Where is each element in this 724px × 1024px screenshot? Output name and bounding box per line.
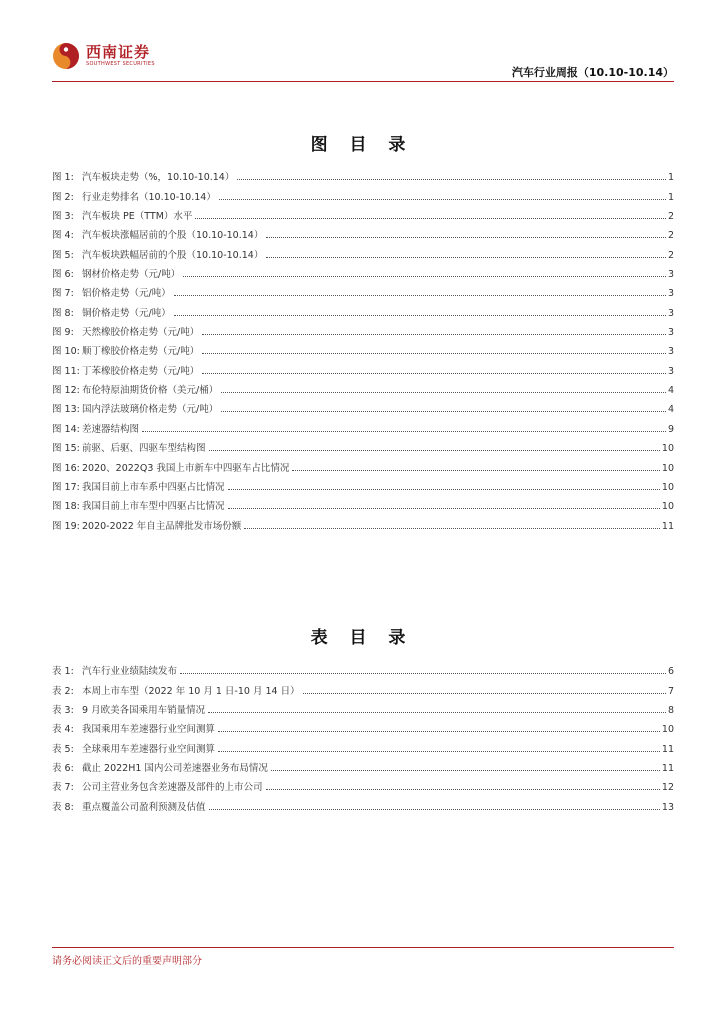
toc-entry-text: 丁苯橡胶价格走势（元/吨） <box>82 365 200 377</box>
toc-leader-dots <box>142 430 666 432</box>
toc-entry-text: 布伦特原油期货价格（美元/桶） <box>82 385 219 397</box>
toc-entry-page: 9 <box>667 423 674 435</box>
toc-leader-dots <box>174 294 666 296</box>
toc-entry[interactable] <box>52 677 674 696</box>
toc-entry-label <box>52 702 205 716</box>
toc-entry-text: 截止 2022H1 国内公司差速器业务布局情况 <box>82 763 268 775</box>
toc-leader-dots <box>174 314 666 316</box>
toc-entry-number: 图 18: <box>52 501 80 513</box>
toc-entry[interactable] <box>52 377 674 396</box>
toc-leader-dots <box>202 372 666 374</box>
toc-entry[interactable] <box>52 755 674 774</box>
toc-entry-text: 汽车板块涨幅居前的个股（10.10-10.14） <box>82 230 264 242</box>
toc-entry-text: 铝价格走势（元/吨） <box>82 288 171 300</box>
report-title: 汽车行业周报（10.10-10.14） <box>511 66 674 79</box>
toc-entry-number: 图 6: <box>52 269 74 281</box>
toc-entry-page: 13 <box>661 801 674 813</box>
toc-entry[interactable] <box>52 415 674 434</box>
toc-entry[interactable] <box>52 774 674 793</box>
toc-entry[interactable] <box>52 512 674 531</box>
logo-emblem-icon <box>52 42 80 70</box>
toc-entry-text: 国内浮法玻璃价格走势（元/吨） <box>82 404 219 416</box>
toc-entry[interactable] <box>52 222 674 241</box>
toc-entry-label <box>52 421 139 435</box>
toc-entry-label <box>52 721 215 735</box>
toc-entry[interactable] <box>52 396 674 415</box>
toc-entry-text: 汽车板块走势（%，10.10-10.14） <box>82 172 235 184</box>
toc-leader-dots <box>202 352 666 354</box>
toc-entry-text: 本周上市车型（2022 年 10 月 1 日-10 月 14 日） <box>82 685 300 697</box>
toc-entry-label <box>52 498 225 512</box>
toc-entry-label <box>52 169 234 183</box>
toc-entry-number: 图 5: <box>52 249 74 261</box>
toc-entry-number: 表 7: <box>52 782 74 794</box>
toc-entry-label <box>52 285 171 299</box>
toc-entry-number: 图 3: <box>52 211 74 223</box>
toc-entry-page: 1 <box>667 191 674 203</box>
toc-leader-dots <box>303 692 666 694</box>
toc-leader-dots <box>218 750 660 752</box>
page-header <box>52 42 674 82</box>
toc-leader-dots <box>271 769 660 771</box>
toc-leader-dots <box>221 391 666 393</box>
toc-entry-page: 11 <box>661 763 674 775</box>
toc-entry[interactable] <box>52 716 674 735</box>
toc-entry-text: 铜价格走势（元/吨） <box>82 307 171 319</box>
toc-entry-number: 图 14: <box>52 423 80 435</box>
toc-entry-label <box>52 440 206 454</box>
toc-entry-text: 9 月欧美各国乘用车销量情况 <box>82 705 206 717</box>
toc-entry[interactable] <box>52 261 674 280</box>
toc-leader-dots <box>208 711 666 713</box>
toc-entry-number: 图 1: <box>52 172 74 184</box>
toc-entry-label <box>52 663 177 677</box>
toc-entry[interactable] <box>52 203 674 222</box>
toc-entry-text: 汽车板块 PE（TTM）水平 <box>82 211 193 223</box>
toc-entry[interactable] <box>52 319 674 338</box>
toc-entry-page: 2 <box>667 211 674 223</box>
toc-entry-page: 11 <box>661 520 674 532</box>
toc-entry-page: 3 <box>667 307 674 319</box>
toc-entry-number: 图 4: <box>52 230 74 242</box>
toc-entry[interactable] <box>52 697 674 716</box>
toc-entry-text: 天然橡胶价格走势（元/吨） <box>82 327 200 339</box>
toc-entry-text: 2020-2022 年自主品牌批发市场份额 <box>82 520 242 532</box>
toc-entry-text: 行业走势排名（10.10-10.14） <box>82 191 216 203</box>
toc-leader-dots <box>266 256 666 258</box>
figures-toc-title: 图 目 录 <box>310 135 414 155</box>
toc-entry-text: 2020、2022Q3 我国上市新车中四驱车占比情况 <box>82 462 290 474</box>
toc-entry-number: 图 9: <box>52 327 74 339</box>
toc-entry-text: 汽车板块跌幅居前的个股（10.10-10.14） <box>82 249 264 261</box>
toc-entry-page: 2 <box>667 249 674 261</box>
toc-entry[interactable] <box>52 338 674 357</box>
toc-entry-label <box>52 363 199 377</box>
toc-entry-page: 8 <box>667 705 674 717</box>
toc-entry-number: 图 7: <box>52 288 74 300</box>
toc-entry-label <box>52 189 216 203</box>
toc-entry-text: 我国目前上市车型中四驱占比情况 <box>82 501 225 513</box>
toc-entry[interactable] <box>52 493 674 512</box>
toc-leader-dots <box>209 449 660 451</box>
toc-entry[interactable] <box>52 474 674 493</box>
toc-entry-number: 图 15: <box>52 443 80 455</box>
toc-entry[interactable] <box>52 357 674 376</box>
toc-entry-number: 表 4: <box>52 724 74 736</box>
toc-entry-number: 表 2: <box>52 685 74 697</box>
toc-entry-label <box>52 266 180 280</box>
toc-entry-label <box>52 382 218 396</box>
toc-entry-label <box>52 760 268 774</box>
toc-entry[interactable] <box>52 435 674 454</box>
toc-entry[interactable] <box>52 793 674 812</box>
toc-entry-number: 表 8: <box>52 801 74 813</box>
company-logo <box>52 42 155 70</box>
logo-name-en: SOUTHWEST SECURITIES <box>86 61 155 67</box>
toc-entry-page: 4 <box>667 404 674 416</box>
toc-entry-number: 图 13: <box>52 404 80 416</box>
toc-entry-number: 表 5: <box>52 743 74 755</box>
toc-entry-page: 7 <box>667 685 674 697</box>
toc-leader-dots <box>219 198 666 200</box>
toc-entry[interactable] <box>52 183 674 202</box>
toc-leader-dots <box>221 410 666 412</box>
figures-toc-list <box>52 164 674 532</box>
toc-entry-page: 3 <box>667 269 674 281</box>
header-divider <box>52 81 674 82</box>
toc-leader-dots <box>180 672 666 674</box>
toc-entry-label <box>52 741 215 755</box>
toc-entry-label <box>52 683 300 697</box>
toc-entry[interactable] <box>52 164 674 183</box>
toc-entry-number: 图 19: <box>52 520 80 532</box>
toc-entry-number: 表 1: <box>52 666 74 678</box>
toc-leader-dots <box>195 217 666 219</box>
toc-entry-number: 图 8: <box>52 307 74 319</box>
toc-entry[interactable] <box>52 658 674 677</box>
toc-entry-page: 6 <box>667 666 674 678</box>
toc-entry-text: 前驱、后驱、四驱车型结构图 <box>82 443 206 455</box>
toc-entry-label <box>52 208 192 222</box>
toc-entry[interactable] <box>52 735 674 754</box>
toc-leader-dots <box>292 469 660 471</box>
toc-entry-number: 表 6: <box>52 763 74 775</box>
toc-entry-label <box>52 324 199 338</box>
toc-entry-page: 3 <box>667 327 674 339</box>
toc-entry-text: 我国乘用车差速器行业空间测算 <box>82 724 216 736</box>
toc-leader-dots <box>244 527 660 529</box>
footer-disclaimer: 请务必阅读正文后的重要声明部分 <box>52 956 202 967</box>
toc-leader-dots <box>218 730 660 732</box>
toc-entry-label <box>52 343 199 357</box>
toc-leader-dots <box>266 788 660 790</box>
toc-entry[interactable] <box>52 241 674 260</box>
toc-entry-text: 重点覆盖公司盈利预测及估值 <box>82 801 206 813</box>
toc-entry-label <box>52 799 206 813</box>
toc-leader-dots <box>237 178 666 180</box>
toc-leader-dots <box>228 488 660 490</box>
toc-leader-dots <box>202 333 666 335</box>
toc-entry-text: 全球乘用车差速器行业空间测算 <box>82 743 216 755</box>
toc-leader-dots <box>266 236 666 238</box>
toc-leader-dots <box>228 507 660 509</box>
toc-entry-text: 顺丁橡胶价格走势（元/吨） <box>82 346 200 358</box>
toc-entry-number: 图 17: <box>52 481 80 493</box>
toc-entry-text: 公司主营业务包含差速器及部件的上市公司 <box>82 782 263 794</box>
toc-entry[interactable] <box>52 299 674 318</box>
toc-entry-label <box>52 479 225 493</box>
logo-name-cn: 西南证券 <box>86 43 151 61</box>
toc-entry-page: 3 <box>667 365 674 377</box>
toc-entry-page: 10 <box>661 481 674 493</box>
toc-leader-dots <box>183 275 666 277</box>
toc-entry-text: 差速器结构图 <box>82 423 140 435</box>
footer-divider <box>52 947 674 948</box>
toc-entry-label <box>52 401 218 415</box>
toc-entry-text: 汽车行业业绩陆续发布 <box>82 666 178 678</box>
toc-entry-label <box>52 460 289 474</box>
toc-entry-page: 12 <box>661 782 674 794</box>
toc-entry-label <box>52 227 263 241</box>
toc-entry-label <box>52 305 171 319</box>
toc-leader-dots <box>209 808 660 810</box>
toc-entry-page: 3 <box>667 346 674 358</box>
toc-entry-label <box>52 247 263 261</box>
toc-entry-page: 3 <box>667 288 674 300</box>
toc-entry-number: 图 11: <box>52 365 80 377</box>
toc-entry[interactable] <box>52 454 674 473</box>
toc-entry-label <box>52 779 263 793</box>
tables-toc-title: 表 目 录 <box>310 628 414 648</box>
toc-entry-number: 图 10: <box>52 346 80 358</box>
toc-entry-page: 10 <box>661 443 674 455</box>
toc-entry-number: 图 16: <box>52 462 80 474</box>
toc-entry-label <box>52 518 241 532</box>
tables-toc-list <box>52 658 674 813</box>
toc-entry-page: 10 <box>661 462 674 474</box>
toc-entry-page: 2 <box>667 230 674 242</box>
toc-entry-number: 图 2: <box>52 191 74 203</box>
toc-entry-page: 10 <box>661 501 674 513</box>
toc-entry[interactable] <box>52 280 674 299</box>
toc-entry-page: 11 <box>661 743 674 755</box>
toc-entry-number: 图 12: <box>52 385 80 397</box>
toc-entry-page: 10 <box>661 724 674 736</box>
toc-entry-number: 表 3: <box>52 705 74 717</box>
toc-entry-text: 我国目前上市车系中四驱占比情况 <box>82 481 225 493</box>
toc-entry-page: 4 <box>667 385 674 397</box>
toc-entry-text: 钢材价格走势（元/吨） <box>82 269 181 281</box>
toc-entry-page: 1 <box>667 172 674 184</box>
